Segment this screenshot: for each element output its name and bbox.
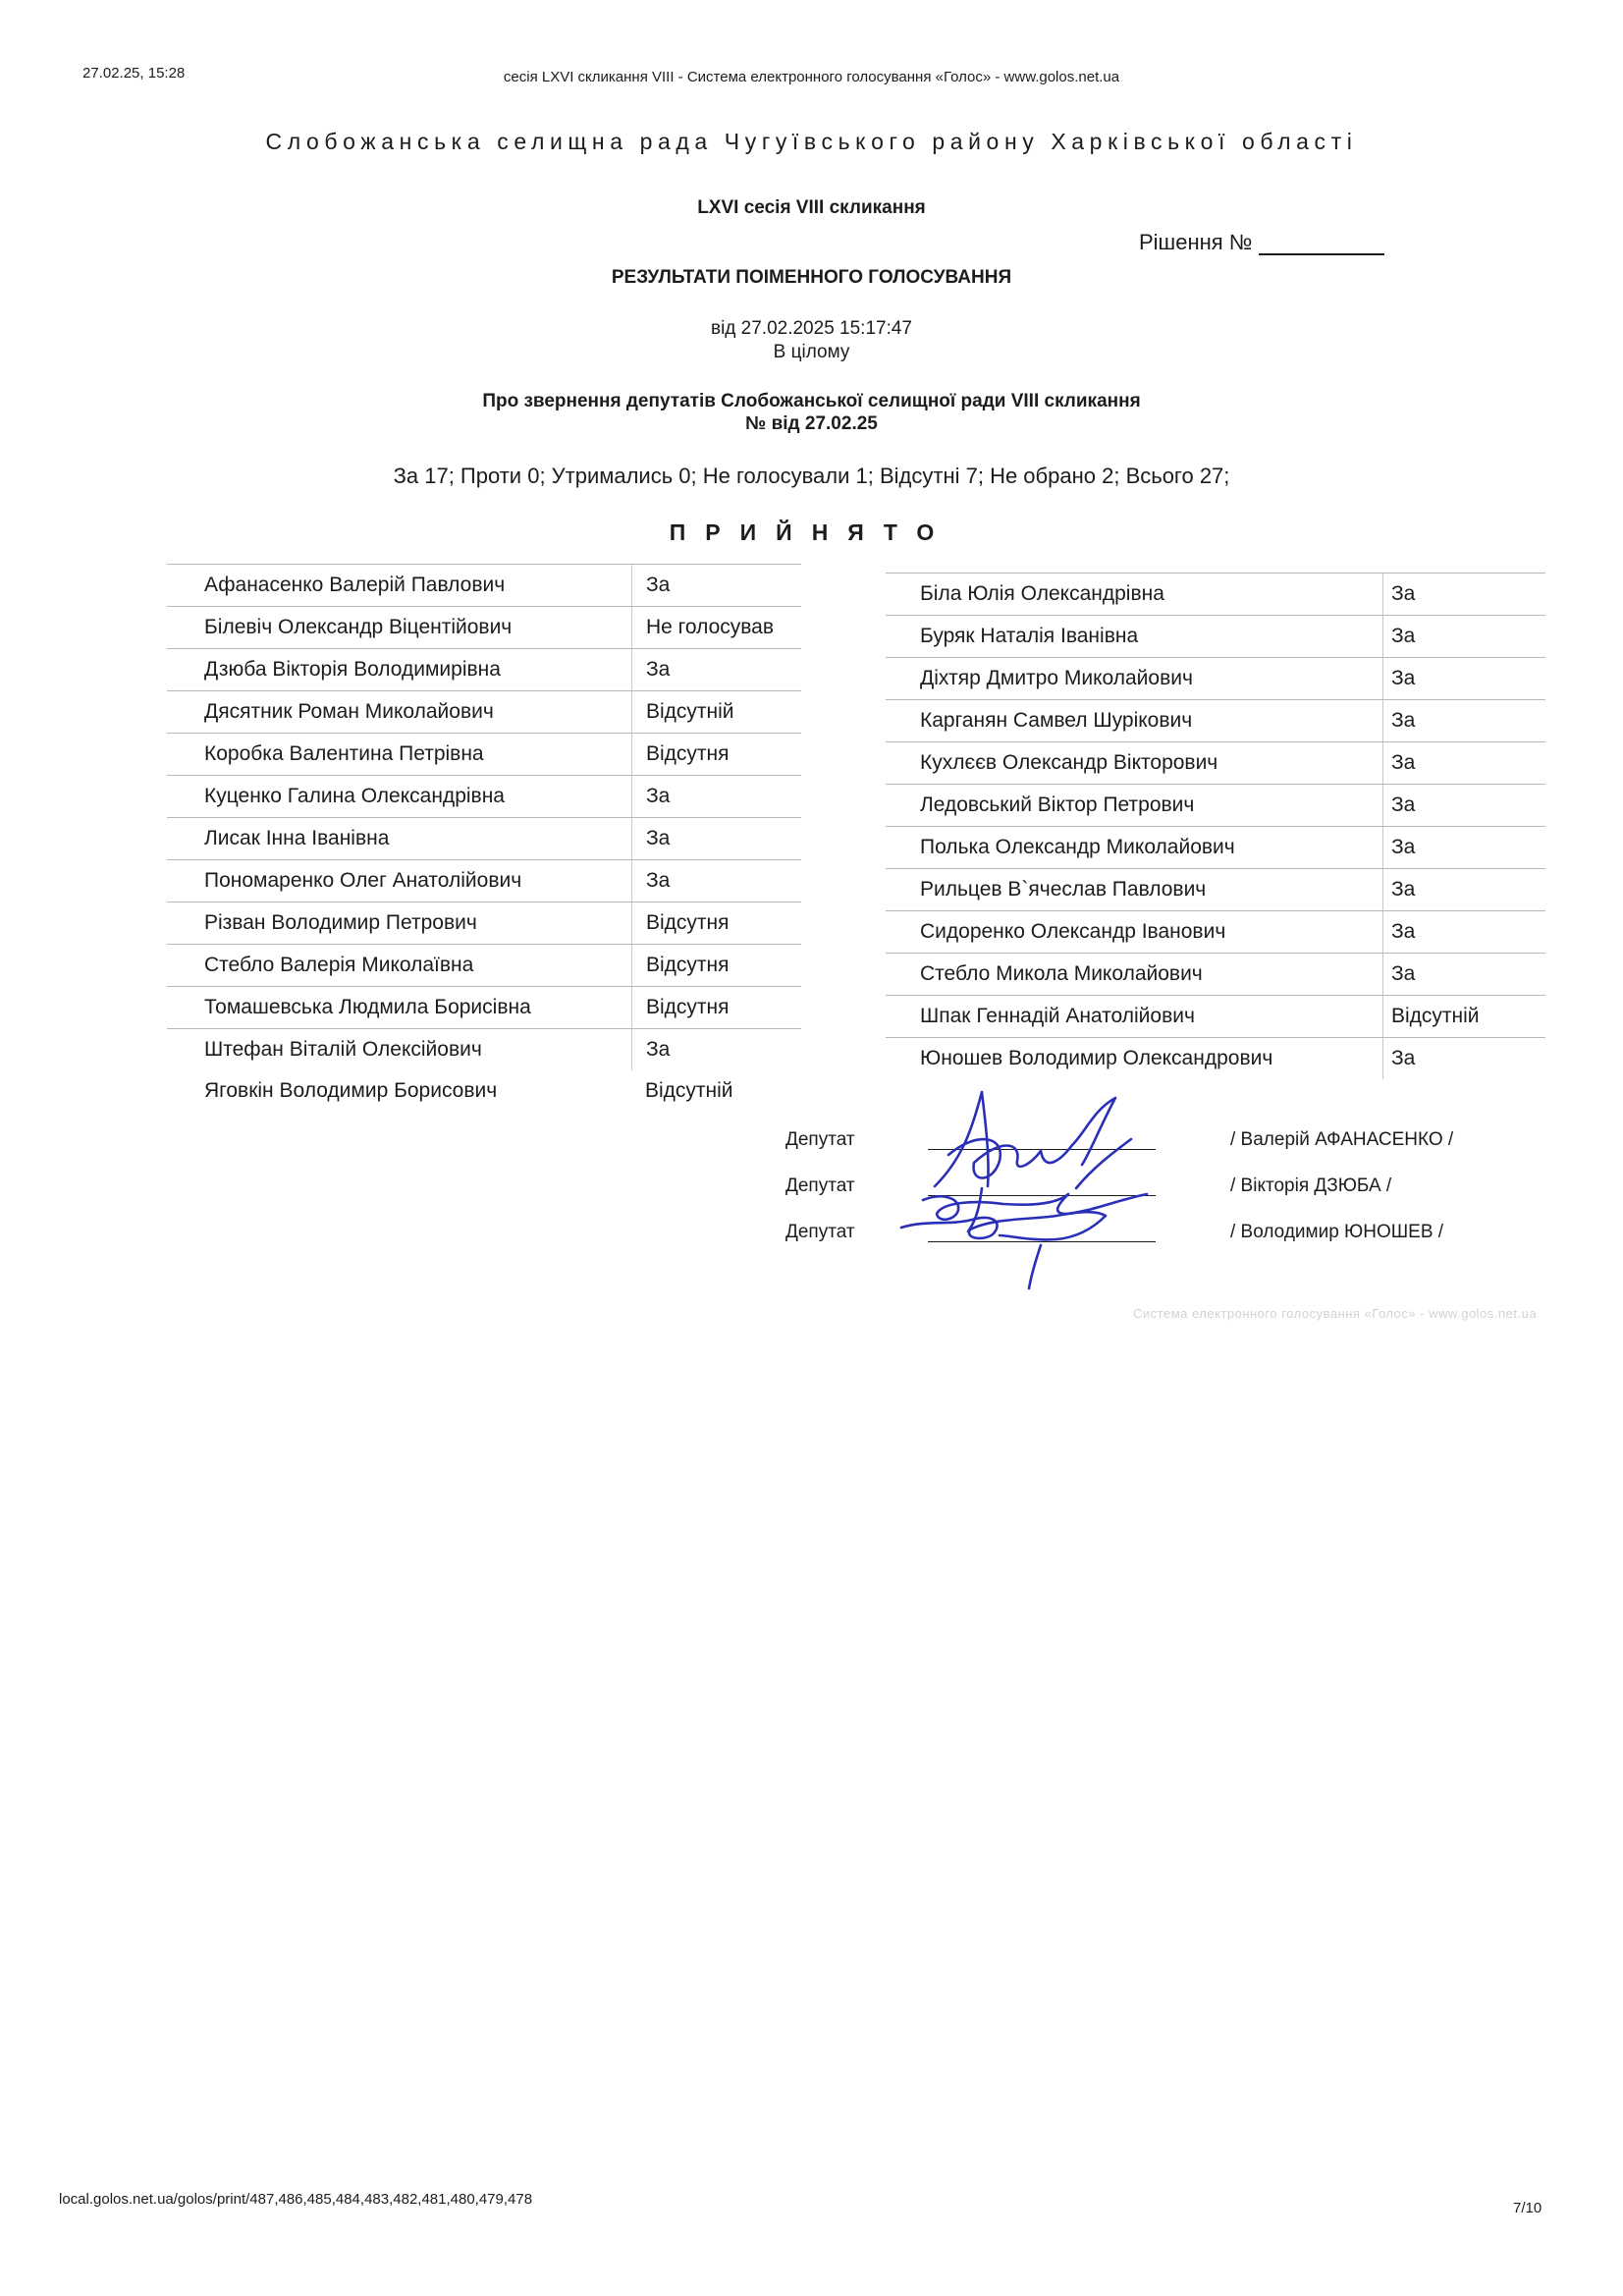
signature-role: Депутат bbox=[785, 1222, 855, 1242]
vote-row bbox=[886, 615, 1545, 657]
deputy-vote: Відсутня bbox=[631, 734, 801, 775]
deputy-name: Куценко Галина Олександрівна bbox=[204, 785, 505, 807]
deputy-name: Ледовський Віктор Петрович bbox=[920, 793, 1195, 816]
vote-row bbox=[167, 817, 801, 859]
vote-mode: В цілому bbox=[773, 342, 850, 362]
deputy-vote: За bbox=[1382, 616, 1545, 657]
deputy-vote: За bbox=[631, 818, 801, 859]
vote-date: від 27.02.2025 15:17:47 bbox=[710, 318, 912, 339]
deputy-vote: За bbox=[1382, 700, 1545, 741]
results-title: РЕЗУЛЬТАТИ ПОІМЕННОГО ГОЛОСУВАННЯ bbox=[611, 267, 1012, 288]
deputy-name: Карганян Самвел Шурікович bbox=[920, 709, 1193, 732]
deputy-vote: За bbox=[631, 649, 801, 690]
vote-row bbox=[886, 784, 1545, 826]
vote-table-left bbox=[167, 564, 801, 1112]
deputy-name: Лисак Інна Іванівна bbox=[204, 827, 390, 849]
print-header bbox=[82, 65, 1541, 88]
handwritten-signatures bbox=[884, 1070, 1198, 1296]
signature-person: / Володимир ЮНОШЕВ / bbox=[1230, 1222, 1444, 1242]
vote-table-right bbox=[886, 573, 1545, 1079]
deputy-name: Шпак Геннадій Анатолійович bbox=[920, 1005, 1195, 1027]
vote-row bbox=[886, 995, 1545, 1037]
vote-row bbox=[167, 564, 801, 606]
vote-row bbox=[167, 859, 801, 902]
vote-subject: Про звернення депутатів Слобожанської селищної ради VIII скликання bbox=[482, 391, 1141, 411]
deputy-name: Коробка Валентина Петрівна bbox=[204, 742, 484, 765]
deputy-vote: За bbox=[1382, 742, 1545, 784]
vote-row bbox=[886, 826, 1545, 868]
deputy-name: Пономаренко Олег Анатолійович bbox=[204, 869, 522, 892]
deputy-name: Яговкін Володимир Борисович bbox=[204, 1079, 498, 1102]
deputy-vote: За bbox=[1382, 954, 1545, 995]
deputy-name: Стебло Валерія Миколаївна bbox=[204, 954, 474, 976]
deputy-name: Білевіч Олександр Віцентійович bbox=[204, 616, 513, 638]
vote-row bbox=[886, 868, 1545, 910]
deputy-vote: Відсутня bbox=[631, 987, 801, 1028]
deputy-vote: За bbox=[1382, 1038, 1545, 1079]
faded-footer: Система електронного голосування «Голос» - www.golos.net.ua bbox=[1133, 1306, 1538, 1321]
deputy-name: Різван Володимир Петрович bbox=[204, 911, 477, 934]
print-source: сесія LXVI скликання VIII - Система електронного голосування «Голос» - www.golos.net.ua bbox=[503, 69, 1120, 85]
deputy-vote: Відсутня bbox=[631, 902, 801, 944]
deputy-vote: Відсутній bbox=[631, 691, 801, 733]
vote-row bbox=[167, 690, 801, 733]
deputy-name: Сидоренко Олександр Іванович bbox=[920, 920, 1226, 943]
vote-row bbox=[167, 1070, 801, 1112]
print-datetime: 27.02.25, 15:28 bbox=[82, 65, 186, 82]
signature-person: / Валерій АФАНАСЕНКО / bbox=[1230, 1129, 1454, 1150]
deputy-vote: За bbox=[1382, 911, 1545, 953]
page-number: 7/10 bbox=[1513, 2200, 1542, 2216]
vote-row bbox=[886, 741, 1545, 784]
signature-stroke bbox=[923, 1188, 1147, 1231]
deputy-name: Буряк Наталія Іванівна bbox=[920, 625, 1139, 647]
decision-number-field bbox=[1139, 230, 1384, 255]
signature-person: / Вікторія ДЗЮБА / bbox=[1230, 1175, 1392, 1196]
vote-row bbox=[167, 1028, 801, 1070]
deputy-name: Штефан Віталій Олексійович bbox=[204, 1038, 482, 1061]
deputy-name: Діхтяр Дмитро Миколайович bbox=[920, 667, 1193, 689]
vote-row bbox=[167, 648, 801, 690]
verdict: ПРИЙНЯТО bbox=[669, 519, 954, 545]
deputy-name: Томашевська Людмила Борисівна bbox=[204, 996, 531, 1018]
session-title: LXVI сесія VIII скликання bbox=[697, 197, 926, 218]
deputy-name: Полька Олександр Миколайович bbox=[920, 836, 1235, 858]
deputy-name: Стебло Микола Миколайович bbox=[920, 962, 1203, 985]
decision-number: № від 27.02.25 bbox=[745, 413, 878, 434]
decision-blank-line bbox=[1259, 232, 1384, 255]
deputy-name: Рильцев В`ячеслав Павлович bbox=[920, 878, 1207, 901]
deputy-vote: За bbox=[1382, 827, 1545, 868]
deputy-vote: За bbox=[631, 565, 801, 606]
vote-summary: За 17; Проти 0; Утримались 0; Не голосували 1; Відсутні 7; Не обрано 2; Всього 27; bbox=[393, 464, 1230, 488]
deputy-vote: Відсутній bbox=[1382, 996, 1545, 1037]
deputy-vote: За bbox=[1382, 574, 1545, 615]
print-url: local.golos.net.ua/golos/print/487,486,485,484,483,482,481,480,479,478 bbox=[59, 2191, 533, 2208]
deputy-vote: За bbox=[631, 776, 801, 817]
vote-row bbox=[886, 910, 1545, 953]
deputy-vote: За bbox=[1382, 869, 1545, 910]
vote-row bbox=[886, 953, 1545, 995]
vote-row bbox=[167, 733, 801, 775]
deputy-vote: Відсутня bbox=[631, 945, 801, 986]
signature-role: Депутат bbox=[785, 1129, 855, 1150]
signature-role: Депутат bbox=[785, 1175, 855, 1196]
deputy-name: Дясятник Роман Миколайович bbox=[204, 700, 494, 723]
vote-row bbox=[167, 986, 801, 1028]
vote-row bbox=[886, 657, 1545, 699]
deputy-vote: За bbox=[1382, 658, 1545, 699]
deputy-name: Дзюба Вікторія Володимирівна bbox=[204, 658, 501, 681]
vote-row bbox=[167, 902, 801, 944]
deputy-name: Афанасенко Валерій Павлович bbox=[204, 574, 506, 596]
vote-row bbox=[167, 944, 801, 986]
signature-stroke bbox=[935, 1092, 1115, 1186]
deputy-vote: За bbox=[631, 1029, 801, 1070]
vote-row bbox=[886, 573, 1545, 615]
decision-label: Рішення № bbox=[1139, 230, 1253, 254]
deputy-name: Кухлєєв Олександр Вікторович bbox=[920, 751, 1218, 774]
deputy-vote: За bbox=[631, 860, 801, 902]
deputy-name: Біла Юлія Олександрівна bbox=[920, 582, 1164, 605]
vote-row bbox=[167, 775, 801, 817]
deputy-vote: Не голосував bbox=[631, 607, 801, 648]
council-name: Слобожанська селищна рада Чугуївського району Харківської області bbox=[265, 129, 1358, 154]
vote-row bbox=[886, 699, 1545, 741]
deputy-vote: За bbox=[1382, 785, 1545, 826]
vote-row bbox=[167, 606, 801, 648]
deputy-vote: Відсутній bbox=[645, 1079, 733, 1102]
deputy-name: Юношев Володимир Олександрович bbox=[920, 1047, 1273, 1069]
